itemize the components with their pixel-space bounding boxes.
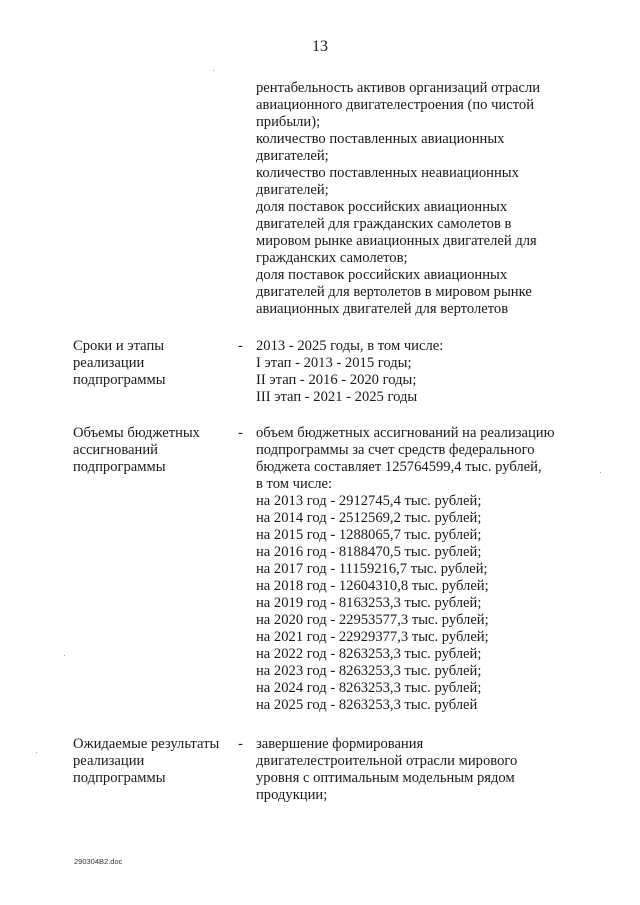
section-line: на 2020 год - 22953577,3 тыс. рублей; [256,612,489,628]
continuation-line: доля поставок российских авиационных [256,199,508,215]
section-dash: - [238,736,243,752]
section-line: III этап - 2021 - 2025 годы [256,389,418,405]
section-line: на 2016 год - 8188470,5 тыс. рублей; [256,544,482,560]
section-line: на 2017 год - 11159216,7 тыс. рублей; [256,561,488,577]
section-line: уровня с оптимальным модельным рядом [256,770,515,786]
section-line: продукции; [256,787,328,803]
section-line: 2013 - 2025 годы, в том числе: [256,338,444,354]
section-line: бюджета составляет 125764599,4 тыс. рублей, [256,459,542,475]
section-line: объем бюджетных ассигнований на реализацию [256,425,555,441]
continuation-line: прибыли); [256,114,321,130]
section-line: завершение формирования [256,736,424,752]
scan-speck [36,752,37,753]
continuation-line: мировом рынке авиационных двигателей для [256,233,537,249]
scan-speck [64,655,65,656]
continuation-line: доля поставок российских авиационных [256,267,508,283]
section-line: на 2014 год - 2512569,2 тыс. рублей; [256,510,482,526]
section-line: II этап - 2016 - 2020 годы; [256,372,417,388]
section-dash: - [238,338,243,354]
continuation-line: двигателей; [256,182,329,198]
section-line: на 2025 год - 8263253,3 тыс. рублей [256,697,478,713]
continuation-line: двигателей для гражданских самолетов в [256,216,512,232]
section-label: подпрограммы [73,372,166,388]
section-label: реализации [73,355,145,371]
continuation-line: двигателей; [256,148,329,164]
section-label: реализации [73,753,145,769]
section-line: двигателестроительной отрасли мирового [256,753,518,769]
section-line: подпрограммы за счет средств федерального [256,442,535,458]
section-line: на 2015 год - 1288065,7 тыс. рублей; [256,527,482,543]
section-line: в том числе: [256,476,333,492]
section-line: на 2023 год - 8263253,3 тыс. рублей; [256,663,482,679]
continuation-line: рентабельность активов организаций отрасли [256,80,541,96]
section-label: Объемы бюджетных [73,425,200,441]
section-label: ассигнований [73,442,158,458]
section-dash: - [238,425,243,441]
section-line: на 2021 год - 22929377,3 тыс. рублей; [256,629,489,645]
scan-speck [600,472,601,473]
section-label: Сроки и этапы [73,338,165,354]
footer-filename: 290304B2.doc [74,857,123,866]
section-line: на 2022 год - 8263253,3 тыс. рублей; [256,646,482,662]
section-label: подпрограммы [73,459,166,475]
section-label: Ожидаемые результаты [73,736,220,752]
section-line: на 2018 год - 12604310,8 тыс. рублей; [256,578,489,594]
page-number: 13 [312,38,328,55]
continuation-line: двигателей для вертолетов в мировом рынке [256,284,532,300]
continuation-line: количество поставленных неавиационных [256,165,519,181]
continuation-line: количество поставленных авиационных [256,131,505,147]
section-line: на 2019 год - 8163253,3 тыс. рублей; [256,595,482,611]
continuation-line: авиационных двигателей для вертолетов [256,301,509,317]
section-line: I этап - 2013 - 2015 годы; [256,355,412,371]
section-label: подпрограммы [73,770,166,786]
continuation-line: гражданских самолетов; [256,250,408,266]
section-line: на 2024 год - 8263253,3 тыс. рублей; [256,680,482,696]
section-line: на 2013 год - 2912745,4 тыс. рублей; [256,493,482,509]
continuation-line: авиационного двигателестроения (по чистой [256,97,535,113]
scan-speck [213,70,214,71]
